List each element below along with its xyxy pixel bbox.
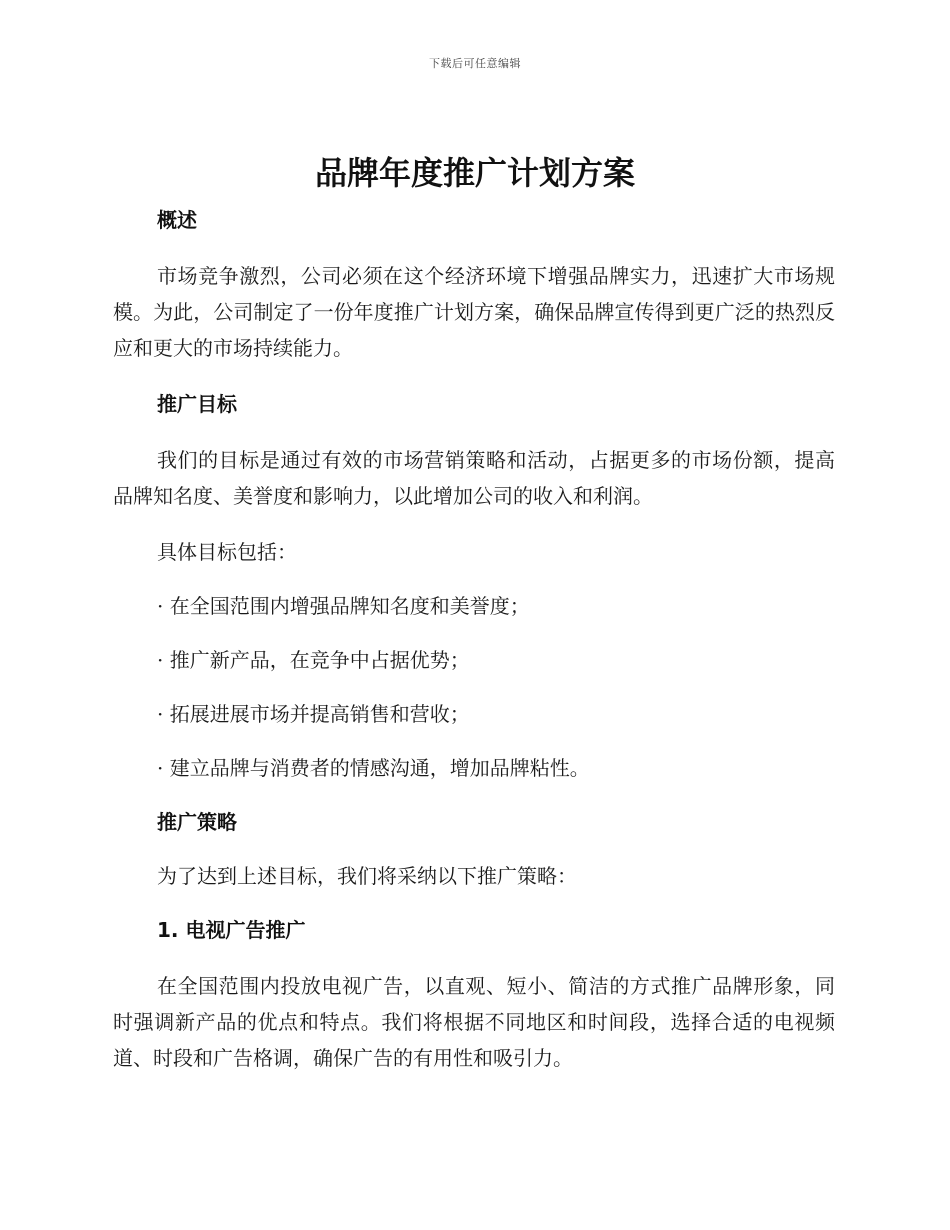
list-item: · 在全国范围内增强品牌知名度和美誉度； <box>157 594 530 618</box>
section-heading-goal: 推广目标 <box>157 392 237 416</box>
section-heading-strategy: 推广策略 <box>157 810 237 834</box>
paragraph-goal: 我们的目标是通过有效的市场营销策略和活动，占据更多的市场份额，提高品牌知名度、美誉度和影响力，以此增加公司的收入和利润。 <box>113 448 835 508</box>
strategy-intro: 为了达到上述目标，我们将采纳以下推广策略： <box>157 864 577 888</box>
paragraph-tv: 在全国范围内投放电视广告，以直观、短小、简洁的方式推广品牌形象，同时强调新产品的优点和特点。我们将根据不同地区和时间段，选择合适的电视频道、时段和广告格调，确保广告的有用性和吸引力。 <box>113 974 835 1070</box>
list-item: · 拓展进展市场并提高销售和营收； <box>157 702 470 726</box>
paragraph-overview: 市场竞争激烈，公司必须在这个经济环境下增强品牌实力，迅速扩大市场规模。为此，公司制定了一份年度推广计划方案，确保品牌宣传得到更广泛的热烈反应和更大的市场持续能力。 <box>113 264 835 360</box>
section-heading-overview: 概述 <box>157 208 197 232</box>
header-note: 下载后可任意编辑 <box>429 57 521 70</box>
list-item: · 推广新产品，在竞争中占据优势； <box>157 648 470 672</box>
document-title: 品牌年度推广计划方案 <box>314 154 635 192</box>
document-body <box>113 202 835 1076</box>
subsection-heading-tv: 1. 电视广告推广 <box>157 918 306 942</box>
list-item: · 建立品牌与消费者的情感沟通，增加品牌粘性。 <box>157 756 590 780</box>
goal-intro: 具体目标包括： <box>157 540 297 564</box>
